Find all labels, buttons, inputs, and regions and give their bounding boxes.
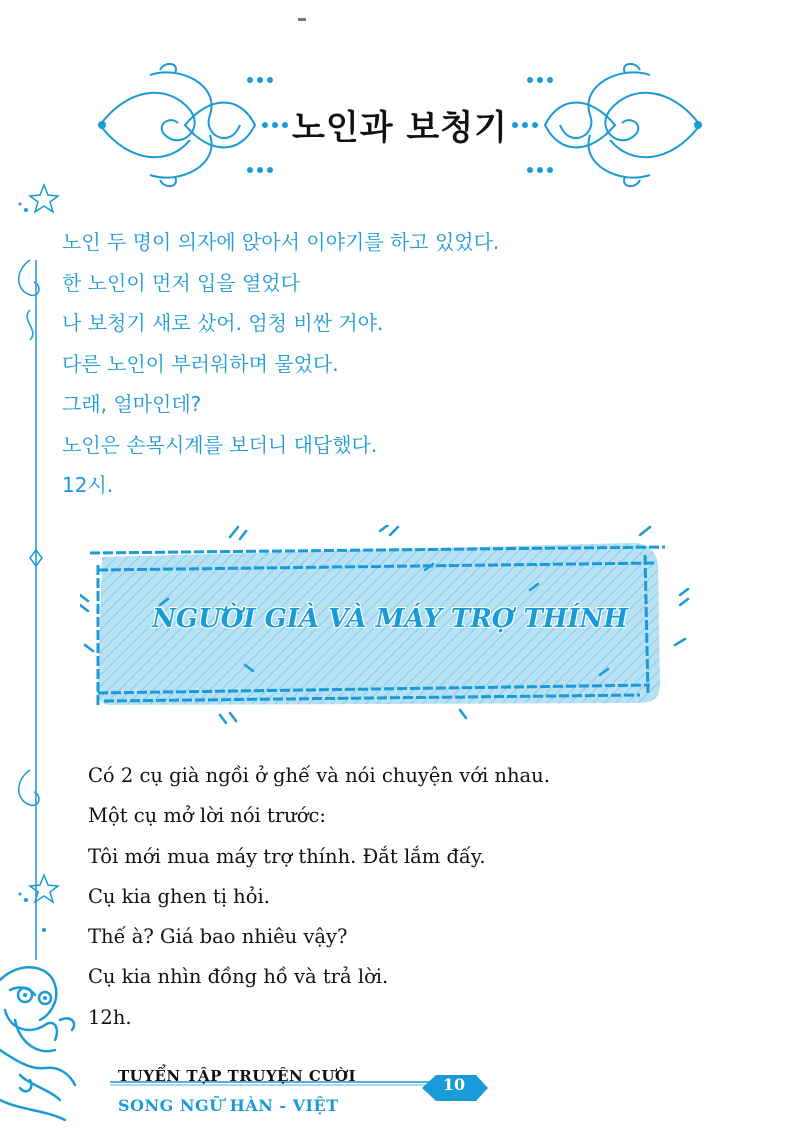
vietnamese-story-line: Cụ kia nhìn đồng hồ và trả lời. (88, 965, 389, 989)
page-number: 10 (442, 1075, 466, 1094)
korean-title: 노인과 보청기 (292, 108, 508, 148)
korean-story-line: 나 보청기 새로 샀어. 엄청 비싼 거야. (62, 311, 384, 335)
korean-story (62, 222, 762, 506)
vietnamese-story-line: Thế à? Giá bao nhiêu vậy? (88, 925, 348, 949)
vietnamese-story-line: Một cụ mở lời nói trước: (88, 804, 326, 828)
vietnamese-story-line: Cụ kia ghen tị hỏi. (88, 884, 270, 908)
korean-story-line: 한 노인이 먼저 입을 열었다 (62, 270, 300, 295)
vietnamese-story-line: 12h. (88, 1005, 132, 1029)
korean-story-line: 그래, 얼마인데? (62, 392, 202, 416)
page-mark (298, 18, 306, 21)
margin-decoration (0, 170, 70, 970)
series-subtitle: SONG NGỮ HÀN - VIỆT (118, 1096, 339, 1115)
series-title: TUYỂN TẬP TRUYỆN CƯỜI (118, 1067, 357, 1085)
korean-story-line: 노인 두 명이 의자에 앉아서 이야기를 하고 있었다. (62, 230, 500, 254)
vietnamese-title: NGƯỜI GIÀ VÀ MÁY TRỢ THÍNH (152, 604, 628, 634)
korean-story-line: 다른 노인이 부러워하며 물었다. (62, 351, 339, 376)
vietnamese-story (88, 756, 768, 1038)
korean-story-line: 노인은 손목시계를 보더니 대답했다. (62, 432, 378, 457)
vietnamese-story-line: Có 2 cụ già ngồi ở ghế và nói chuyện với nhau. (88, 764, 550, 787)
korean-story-line: 12시. (62, 473, 114, 497)
vietnamese-story-line: Tôi mới mua máy trợ thính. Đắt lắm đấy. (88, 844, 486, 868)
